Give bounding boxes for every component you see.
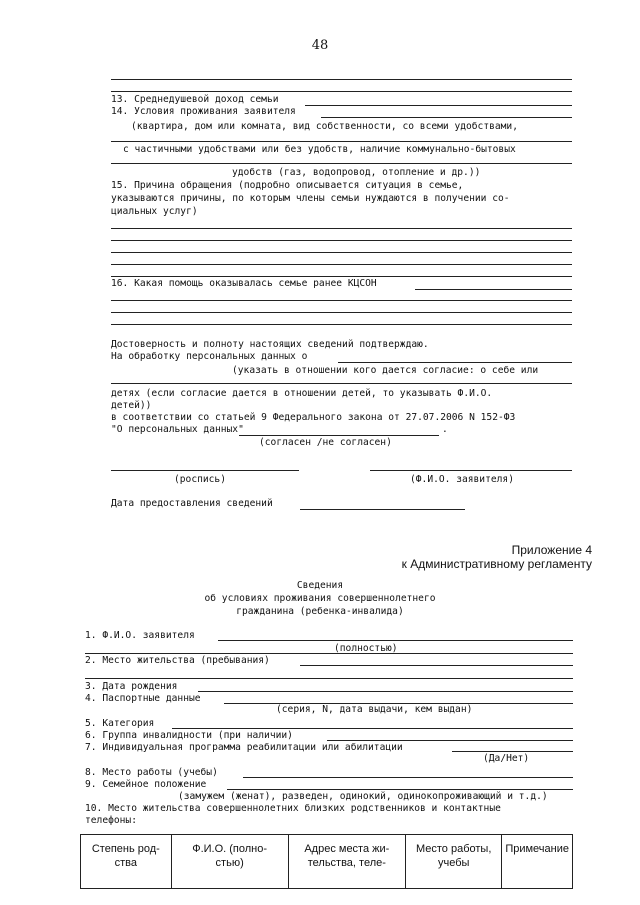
consent-text: детях (если согласие дается в отношении детей, то указывать Ф.И.О. xyxy=(111,388,493,399)
form-heading: Сведения xyxy=(296,580,344,591)
item-14-hint: (квартира, дом или комната, вид собственности, со всеми удобствами, xyxy=(131,121,518,132)
field-6-label: 6. Группа инвалидности (при наличии) xyxy=(85,730,293,741)
consent-hint: (указать в отношении кого дается согласие: о себе или xyxy=(232,365,539,376)
blank-line[interactable] xyxy=(85,653,573,654)
item-15-label: 15. Причина обращения (подробно описывается ситуация в семье, xyxy=(111,180,464,191)
field-6-input[interactable] xyxy=(327,740,573,741)
column-header: Адрес места жи- тельства, теле- xyxy=(288,835,405,889)
table-header-row xyxy=(81,835,573,889)
consent-text: На обработку персональных данных о xyxy=(111,351,308,362)
field-3-label: 3. Дата рождения xyxy=(85,681,178,692)
item-14-field[interactable] xyxy=(321,117,572,118)
date-field[interactable] xyxy=(300,509,465,510)
field-4-label: 4. Паспортные данные xyxy=(85,693,201,704)
field-8-input[interactable] xyxy=(243,777,573,778)
field-10-label: телефоны: xyxy=(85,815,137,826)
field-2-input[interactable] xyxy=(300,665,573,666)
consent-text: детей)) xyxy=(111,400,152,411)
consent-agree-field[interactable] xyxy=(239,435,439,436)
field-7-hint: (Да/Нет) xyxy=(483,753,530,764)
field-8-label: 8. Место работы (учебы) xyxy=(85,767,218,778)
consent-text: "О персональных данных" xyxy=(111,424,244,435)
date-label: Дата предоставления сведений xyxy=(111,498,273,509)
form-heading: об условиях проживания совершеннолетнего xyxy=(204,593,436,604)
item-14-label: 14. Условия проживания заявителя xyxy=(111,106,296,117)
column-header: Место работы, учебы xyxy=(406,835,502,889)
applicant-name-field[interactable] xyxy=(370,470,572,471)
field-1-hint: (полностью) xyxy=(334,643,398,654)
blank-line[interactable] xyxy=(111,240,572,241)
column-header: Степень род- ства xyxy=(81,835,172,889)
field-3-input[interactable] xyxy=(198,691,573,692)
blank-line[interactable] xyxy=(111,312,572,313)
blank-line[interactable] xyxy=(111,383,572,384)
field-10-label: 10. Место жительства совершеннолетних близких родственников и контактные xyxy=(85,803,501,814)
field-7-label: 7. Индивидуальная программа реабилитации или абилитации xyxy=(85,742,403,753)
column-header: Ф.И.О. (полно- стью) xyxy=(171,835,288,889)
appendix-title: Приложение 4 xyxy=(511,543,592,557)
field-7-input[interactable] xyxy=(452,751,573,752)
blank-line xyxy=(111,91,572,92)
item-13-label: 13. Среднедушевой доход семьи xyxy=(111,94,279,105)
item-14-hint: удобств (газ, водопровод, отопление и др.)) xyxy=(232,167,481,178)
consent-period: . xyxy=(442,424,448,435)
consent-text: Достоверность и полноту настоящих сведений подтверждаю. xyxy=(111,339,429,350)
blank-line[interactable] xyxy=(111,264,572,265)
blank-line[interactable] xyxy=(111,228,572,229)
field-9-hint: (замужем (женат), разведен, одинокий, одинокопроживающий и т.д.) xyxy=(178,791,548,802)
blank-line[interactable] xyxy=(111,252,572,253)
blank-line[interactable] xyxy=(111,141,572,142)
item-16-field[interactable] xyxy=(415,289,572,290)
field-1-label: 1. Ф.И.О. заявителя xyxy=(85,630,195,641)
blank-line[interactable] xyxy=(111,276,572,277)
blank-line[interactable] xyxy=(111,163,572,164)
field-5-input[interactable] xyxy=(172,728,573,729)
applicant-name-hint: (Ф.И.О. заявителя) xyxy=(410,474,514,485)
consent-subject-field[interactable] xyxy=(338,362,572,363)
page-number: 48 xyxy=(311,38,329,53)
field-9-input[interactable] xyxy=(227,789,573,790)
field-1-input[interactable] xyxy=(218,640,573,641)
signature-hint: (роспись) xyxy=(174,474,226,485)
field-4-hint: (серия, N, дата выдачи, кем выдан) xyxy=(276,704,473,715)
field-5-label: 5. Категория xyxy=(85,718,155,729)
item-15-label: указываются причины, по которым члены семьи нуждаются в получении со- xyxy=(111,193,510,204)
item-14-hint: с частичными удобствами или без удобств, наличие коммунально-бытовых xyxy=(123,144,516,155)
relatives-table xyxy=(80,834,573,889)
field-2-label: 2. Место жительства (пребывания) xyxy=(85,655,270,666)
blank-line xyxy=(111,79,572,80)
blank-line[interactable] xyxy=(85,678,573,679)
field-9-label: 9. Семейное положение xyxy=(85,779,207,790)
blank-line[interactable] xyxy=(111,300,572,301)
column-header: Примечание xyxy=(502,835,573,889)
blank-line[interactable] xyxy=(111,324,572,325)
consent-agree-hint: (согласен /не согласен) xyxy=(259,437,392,448)
appendix-subtitle: к Административному регламенту xyxy=(401,557,592,571)
consent-text: в соответствии со статьей 9 Федерального закона от 27.07.2006 N 152-ФЗ xyxy=(111,412,516,423)
item-15-label: циальных услуг) xyxy=(111,206,198,217)
signature-field[interactable] xyxy=(111,470,299,471)
item-13-field[interactable] xyxy=(305,105,572,106)
item-16-label: 16. Какая помощь оказывалась семье ранее КЦСОН xyxy=(111,278,377,289)
form-heading: гражданина (ребенка-инвалида) xyxy=(236,606,404,617)
